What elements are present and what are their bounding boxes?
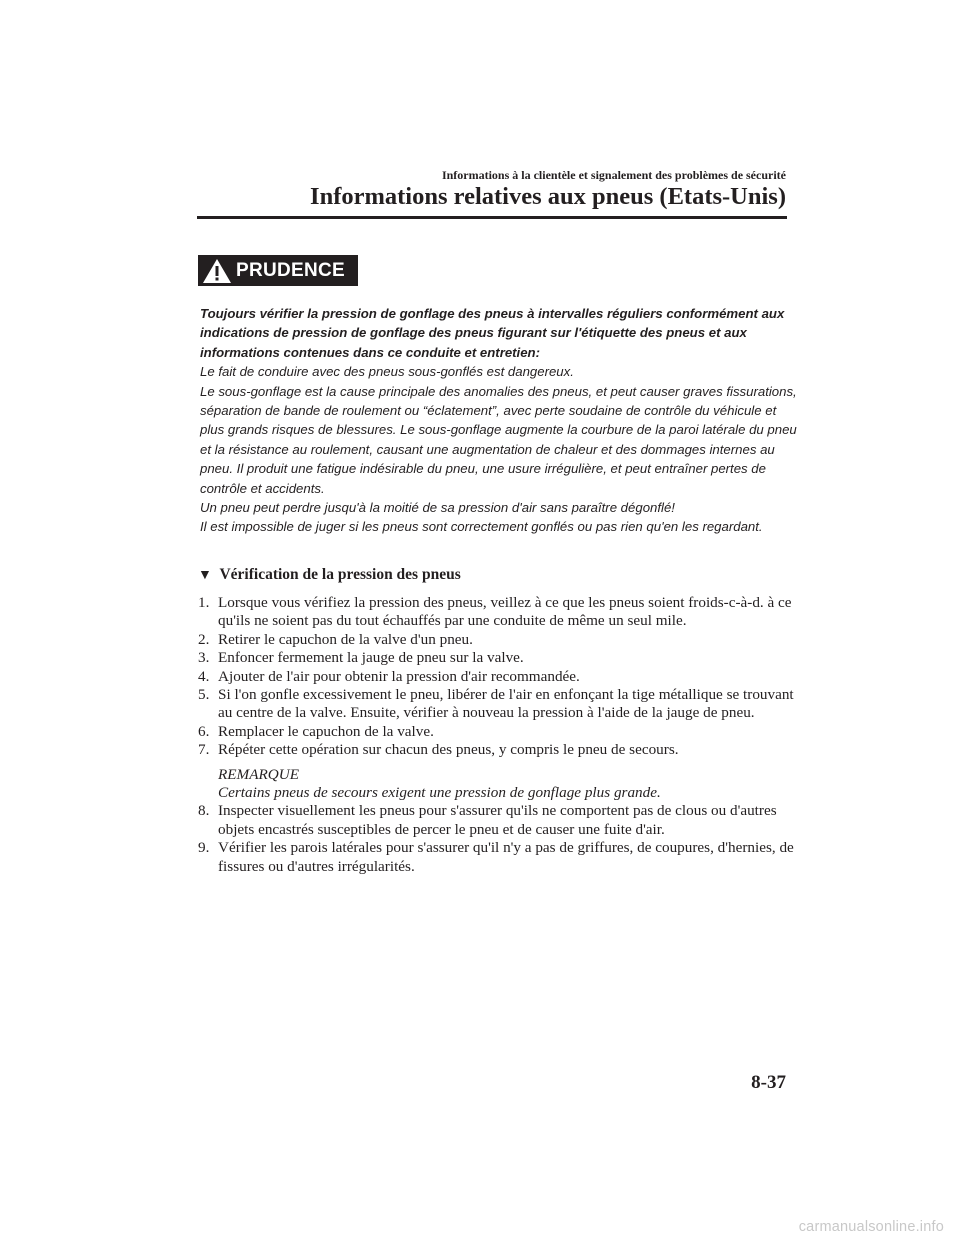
- note-block: [198, 766, 798, 803]
- header-subtitle: Informations à la clientèle et signalement des problèmes de sécurité: [441, 168, 786, 182]
- list-item: 2. Retirer le capuchon de la valve d'un pneu.: [198, 630, 473, 648]
- list-item: 6. Remplacer le capuchon de la valve.: [198, 722, 434, 740]
- header-divider: [197, 216, 787, 219]
- list-item: 5. Si l'on gonfle excessivement le pneu, libérer de l'air en enfonçant la tige métallique se trouvant au centre de la valve. Ensuite, vérifier à nouveau la pression à l'aide de la jauge de pneu.: [198, 686, 794, 722]
- caution-label: PRUDENCE: [236, 259, 346, 281]
- warning-icon: [202, 258, 232, 284]
- list-item: 1. Lorsque vous vérifiez la pression des pneus, veillez à ce que les pneus soient froids-c-à-d. à ce qu'ils ne soient pas du tout échauffés par une conduite de même un seul mile.: [198, 594, 792, 630]
- page-number: 8-37: [751, 1072, 786, 1093]
- triangle-down-icon: ▼: [198, 568, 212, 583]
- caution-line: Le fait de conduire avec des pneus sous-gonflés est dangereux.: [200, 364, 574, 380]
- list-item: 4. Ajouter de l'air pour obtenir la pression d'air recommandée.: [198, 667, 580, 685]
- caution-lead: Toujours vérifier la pression de gonflage des pneus à intervalles réguliers conformément aux indications de pression de gonflage des pneus figurant sur l'étiquette des pneus et aux informations contenues dans ce conduite et entretien:: [200, 306, 785, 360]
- list-item: 9. Vérifier les parois latérales pour s'assurer qu'il n'y a pas de griffures, de coupures, d'hernies, de fissures ou d'autres irrégularités.: [198, 839, 794, 875]
- section-title: Vérification de la pression des pneus: [219, 566, 461, 583]
- caution-badge: [198, 255, 358, 286]
- watermark: carmanualsonline.info: [798, 1219, 944, 1235]
- list-item: 7. Répéter cette opération sur chacun des pneus, y compris le pneu de secours.: [198, 741, 679, 759]
- caution-text: [200, 304, 800, 537]
- note-text: Certains pneus de secours exigent une pression de gonflage plus grande.: [218, 784, 661, 802]
- caution-line: Un pneu peut perdre jusqu'à la moitié de sa pression d'air sans paraître dégonflé!: [200, 500, 675, 516]
- caution-line: Il est impossible de juger si les pneus sont correctement gonflés ou pas rien qu'en les regardant.: [200, 519, 763, 535]
- list-item: 8. Inspecter visuellement les pneus pour s'assurer qu'ils ne comportent pas de clous ou d'autres objets encastrés susceptibles de percer le pneu et de causer une fuite d'air.: [198, 802, 777, 838]
- section-heading: [198, 566, 461, 584]
- note-label: REMARQUE: [218, 765, 299, 783]
- caution-line: Le sous-gonflage est la cause principale des anomalies des pneus, et peut causer graves fissurations, séparation de bande de roulement ou “éclatement”, avec perte soudaine de contrôle du véhicule et plus grands risques de blessures. Le sous-gonflage augmente la courbure de la paroi latérale du pneu et la résistance au roulement, causant une augmentation de chaleur et des dommages internes au pneu. Il produit une fatigue indésirable du pneu, une usure irrégulière, et peut entraîner pertes de contrôle et accidents.: [200, 383, 797, 496]
- list-item: 3. Enfoncer fermement la jauge de pneu sur la valve.: [198, 649, 524, 667]
- steps-list: [198, 594, 798, 876]
- page-title: Informations relatives aux pneus (Etats-Unis): [310, 183, 786, 210]
